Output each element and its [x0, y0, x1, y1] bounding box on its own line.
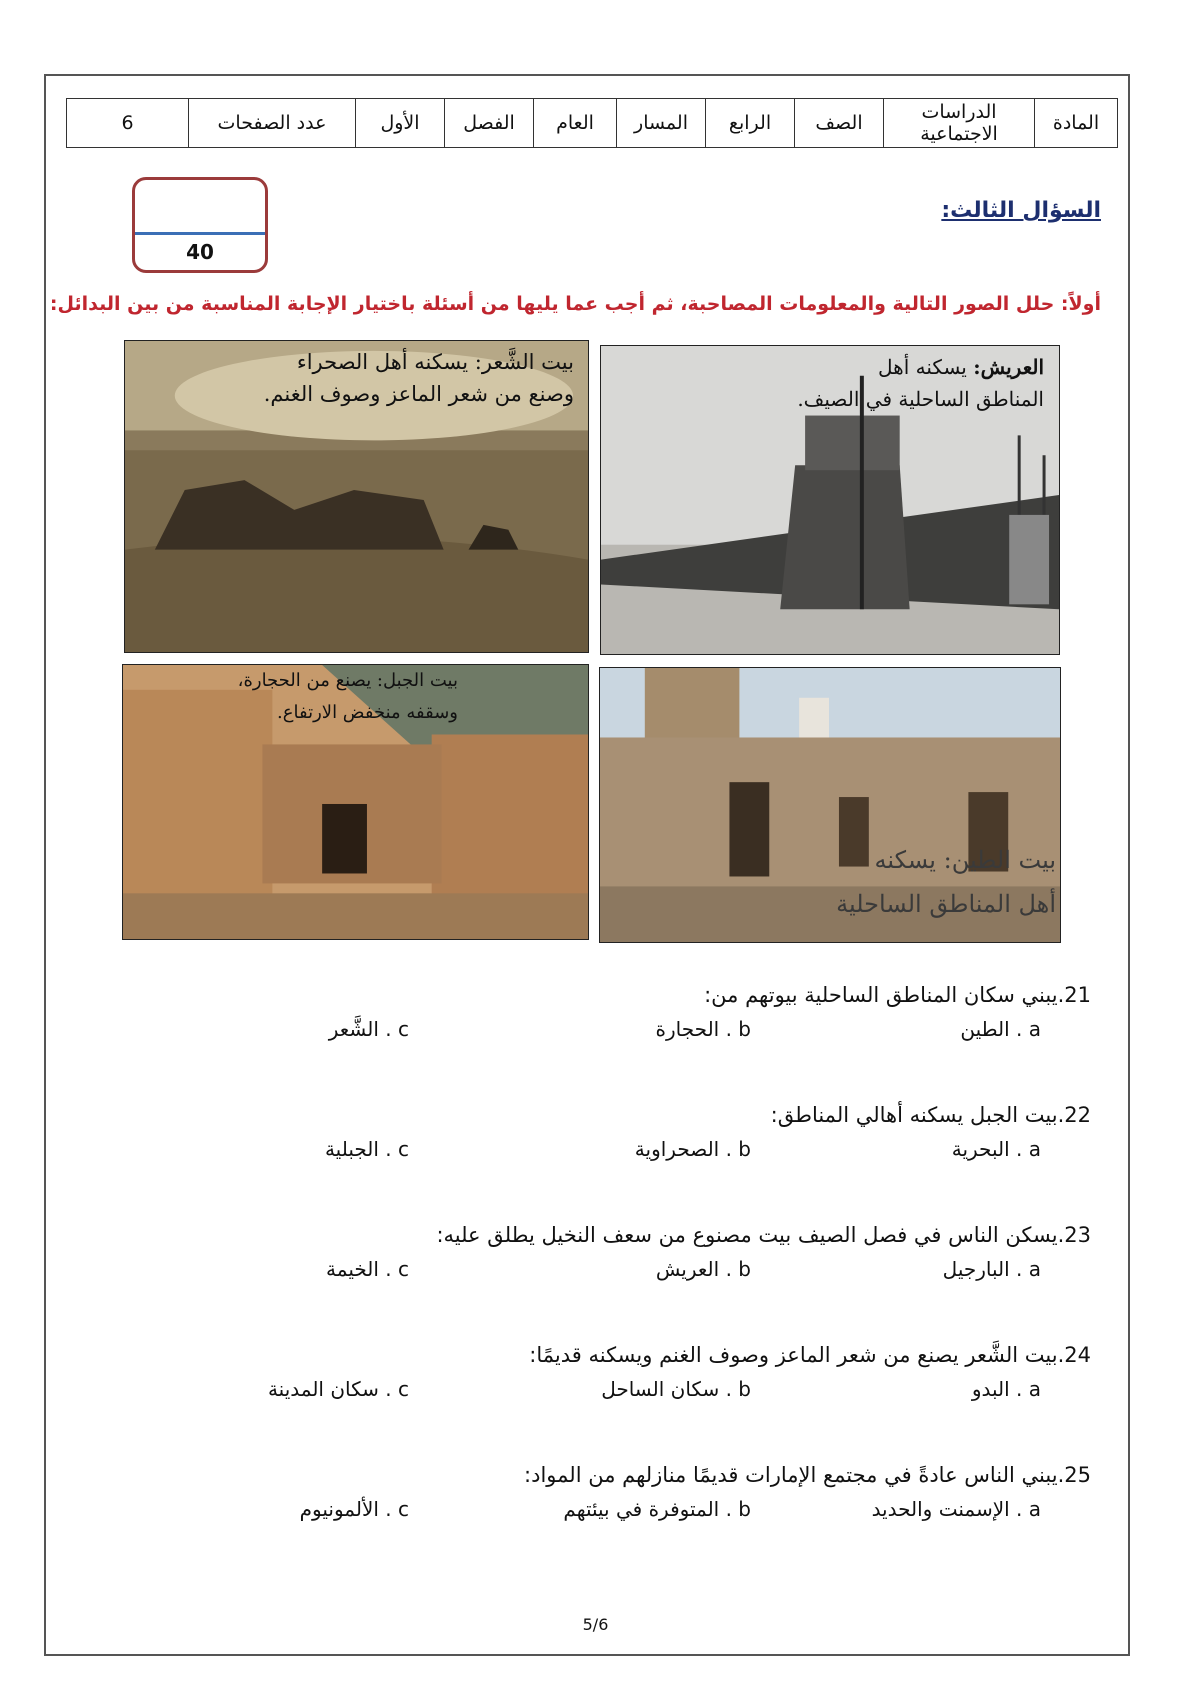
question-22-option-a[interactable]: a . البحرية — [951, 1137, 1041, 1161]
question-22-text: بيت الجبل يسكنه أهالي المناطق: — [770, 1103, 1058, 1127]
photo-clay-house — [599, 667, 1061, 943]
track-value: العام — [534, 99, 617, 148]
question-24-number: 24. — [1057, 1343, 1091, 1367]
question-24-text: بيت الشَّعر يصنع من شعر الماعز وصوف الغنم ويسكنه قديمًا: — [529, 1343, 1058, 1367]
header-table — [66, 98, 1118, 148]
pages-value: 6 — [67, 99, 189, 148]
subject-label: المادة — [1035, 99, 1118, 148]
arish-caption-name: العريش: — [973, 355, 1044, 379]
score-divider — [135, 232, 265, 235]
question-23-text: يسكن الناس في فصل الصيف بيت مصنوع من سعف النخيل يطلق عليه: — [436, 1223, 1058, 1247]
subject-value: الدراسات الاجتماعية — [884, 99, 1035, 148]
question-24-option-c[interactable]: c . سكان المدينة — [267, 1377, 409, 1401]
question-25 — [524, 1463, 1091, 1487]
question-25-text: يبني الناس عادةً في مجتمع الإمارات قديمًا منازلهم من المواد: — [524, 1463, 1058, 1487]
instruction: أولاً: حلل الصور التالية والمعلومات المصاحبة، ثم أجب عما يليها من أسئلة باختيار الإجابة المناسبة من بين البدائل: — [49, 293, 1101, 315]
question-25-option-c[interactable]: c . الألمونيوم — [299, 1497, 409, 1521]
question-21-text: يبني سكان المناطق الساحلية بيوتهم من: — [704, 983, 1058, 1007]
clay-house-caption-line1: بيت الطين: يسكنه — [874, 846, 1056, 874]
question-24-option-b[interactable]: b . سكان الساحل — [601, 1377, 751, 1401]
grade-value: الرابع — [706, 99, 795, 148]
question-23-option-a[interactable]: a . البارجيل — [942, 1257, 1041, 1281]
hair-house-caption-line1: بيت الشَّعر: يسكنه أهل الصحراء — [296, 350, 574, 374]
hair-house-caption — [264, 346, 574, 410]
clay-house-caption-line2: أهل المناطق الساحلية — [836, 890, 1056, 918]
question-23-number: 23. — [1057, 1223, 1091, 1247]
question-25-number: 25. — [1057, 1463, 1091, 1487]
question-24 — [529, 1343, 1091, 1367]
arish-caption — [797, 351, 1044, 415]
mountain-house-caption-line1: بيت الجبل: يصنع من الحجارة، — [237, 670, 458, 691]
question-21-option-c[interactable]: c . الشَّعر — [328, 1017, 409, 1041]
question-23-option-c[interactable]: c . الخيمة — [326, 1257, 409, 1281]
question-22-number: 22. — [1057, 1103, 1091, 1127]
term-value: الأول — [356, 99, 445, 148]
photo-arish — [600, 345, 1060, 655]
score-value: 40 — [186, 240, 214, 264]
question-25-option-a[interactable]: a . الإسمنت والحديد — [871, 1497, 1041, 1521]
photo-hair-house — [124, 340, 589, 653]
mountain-house-caption — [238, 665, 458, 729]
question-22-option-b[interactable]: b . الصحراوية — [634, 1137, 751, 1161]
question-22-option-c[interactable]: c . الجبلية — [324, 1137, 409, 1161]
hair-house-caption-line2: وصنع من شعر الماعز وصوف الغنم. — [263, 382, 574, 406]
arish-caption-line2: المناطق الساحلية في الصيف. — [797, 387, 1044, 411]
question-21-option-a[interactable]: a . الطين — [960, 1017, 1041, 1041]
question-23 — [436, 1223, 1091, 1247]
arish-caption-line1: يسكنه أهل — [878, 355, 967, 379]
question-23-option-b[interactable]: b . العريش — [655, 1257, 751, 1281]
clay-house-caption — [836, 838, 1056, 926]
question-title: السؤال الثالث: — [941, 198, 1101, 223]
question-21-option-b[interactable]: b . الحجارة — [655, 1017, 751, 1041]
question-21-number: 21. — [1057, 983, 1091, 1007]
page-number: 5/6 — [582, 1615, 609, 1634]
mountain-house-caption-line2: وسقفه منخفض الارتفاع. — [277, 702, 458, 723]
question-24-option-a[interactable]: a . البدو — [971, 1377, 1041, 1401]
question-25-option-b[interactable]: b . المتوفرة في بيئتهم — [563, 1497, 751, 1521]
pages-label: عدد الصفحات — [189, 99, 356, 148]
question-21 — [704, 983, 1091, 1007]
term-label: الفصل — [445, 99, 534, 148]
score-box — [132, 177, 268, 273]
grade-label: الصف — [795, 99, 884, 148]
photo-mountain-house — [122, 664, 589, 940]
track-label: المسار — [617, 99, 706, 148]
question-22 — [771, 1103, 1091, 1127]
